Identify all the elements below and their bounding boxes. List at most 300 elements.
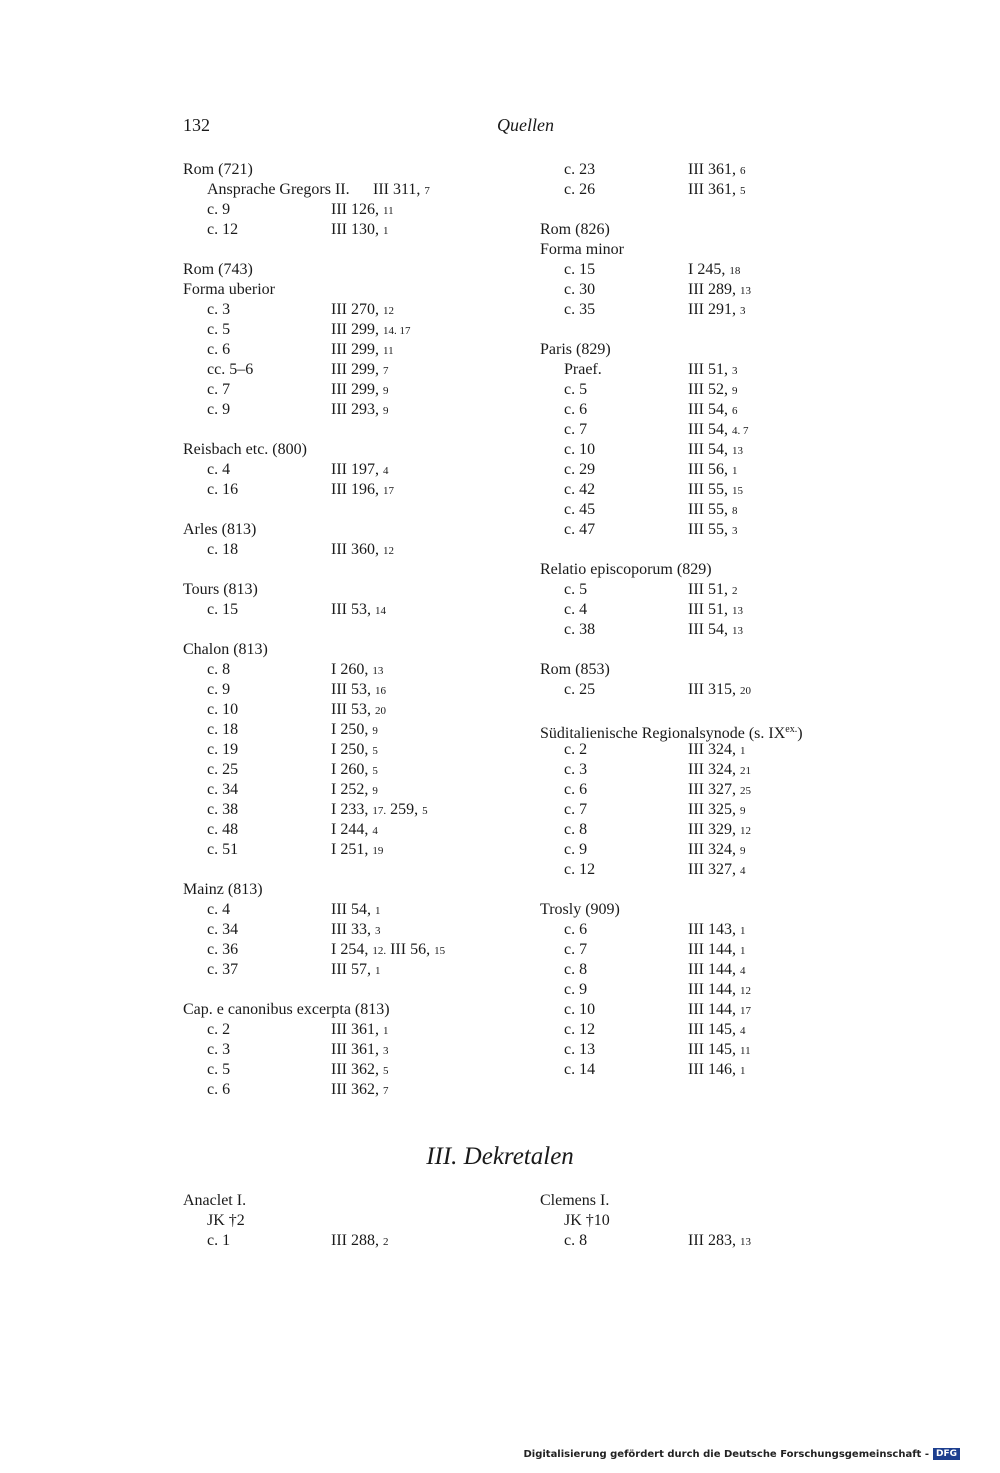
entry-heading xyxy=(183,260,513,280)
reference xyxy=(688,580,737,601)
canon-row xyxy=(183,920,513,940)
reference-volume-page: III 51, xyxy=(688,581,728,598)
reference-line: 15 xyxy=(731,485,743,497)
reference-line: 3 xyxy=(739,305,746,317)
reference-line: 18 xyxy=(729,265,741,277)
reference-line: 13 xyxy=(731,445,743,457)
reference-line: 9 xyxy=(372,725,378,737)
reference-volume-page: III 56, xyxy=(386,941,431,958)
heading-text: Süditalienische Regionalsynode (s. IX xyxy=(540,725,786,742)
reference xyxy=(331,1060,388,1081)
entry-heading xyxy=(183,880,513,900)
reference-line: 5 xyxy=(372,745,378,757)
heading-text: Reisbach etc. (800) xyxy=(183,441,307,458)
entry-gap xyxy=(540,880,870,900)
reference-line: 21 xyxy=(739,765,751,777)
reference-line: 5 xyxy=(739,185,746,197)
canon-row xyxy=(540,620,870,640)
heading-text: JK †2 xyxy=(207,1212,245,1229)
reference-volume-page: III 289, xyxy=(688,281,736,298)
reference-volume-page: III 324, xyxy=(688,761,736,778)
reference xyxy=(331,400,388,421)
canon-number: c. 16 xyxy=(207,481,239,498)
reference-volume-page: III 145, xyxy=(688,1041,736,1058)
reference xyxy=(331,320,410,341)
canon-row xyxy=(183,940,513,960)
canon-number: c. 15 xyxy=(207,601,239,618)
heading-text: Forma minor xyxy=(540,241,624,258)
reference xyxy=(688,860,745,881)
reference-volume-page: I 260, xyxy=(331,761,369,778)
heading-text: Arles (813) xyxy=(183,521,257,538)
canon-number: c. 36 xyxy=(207,941,239,958)
canon-number: c. 4 xyxy=(207,901,231,918)
reference xyxy=(331,1231,388,1252)
canon-row xyxy=(540,1040,870,1060)
reference xyxy=(688,840,745,861)
canon-row xyxy=(540,1231,870,1251)
canon-row xyxy=(183,820,513,840)
reference-line: 1 xyxy=(382,225,389,237)
reference-line: 9 xyxy=(731,385,738,397)
entry-gap xyxy=(540,200,870,220)
canon-row xyxy=(183,840,513,860)
reference-volume-page: III 56, xyxy=(688,461,728,478)
reference xyxy=(331,1040,388,1061)
reference xyxy=(688,400,737,421)
reference-volume-page: I 260, xyxy=(331,661,369,678)
canon-row xyxy=(540,780,870,800)
reference xyxy=(688,420,748,441)
reference-volume-page: III 293, xyxy=(331,401,379,418)
reference-line: 5 xyxy=(372,765,378,777)
reference-line: 1 xyxy=(382,1025,389,1037)
reference xyxy=(331,660,383,681)
reference-volume-page: III 324, xyxy=(688,841,736,858)
reference xyxy=(331,380,388,401)
entry-heading xyxy=(183,440,513,460)
canon-number: c. 34 xyxy=(207,921,239,938)
canon-number: c. 14 xyxy=(564,1061,596,1078)
reference-volume-page: III 315, xyxy=(688,681,736,698)
canon-row xyxy=(540,960,870,980)
canon-row xyxy=(540,1060,870,1080)
reference-line: 2 xyxy=(731,585,738,597)
canon-row xyxy=(540,580,870,600)
heading-text: JK †10 xyxy=(564,1212,610,1229)
canon-row xyxy=(540,760,870,780)
canon-row xyxy=(183,960,513,980)
reference xyxy=(331,840,383,861)
entry-heading xyxy=(540,220,870,240)
reference xyxy=(688,600,743,621)
canon-number: c. 8 xyxy=(564,961,588,978)
reference-line: 4. 7 xyxy=(731,425,749,437)
canon-row xyxy=(183,380,513,400)
canon-row xyxy=(540,300,870,320)
reference-volume-page: III 361, xyxy=(331,1021,379,1038)
canon-row xyxy=(183,720,513,740)
canon-number: c. 4 xyxy=(207,461,231,478)
canon-number: c. 25 xyxy=(207,761,239,778)
canon-number: c. 7 xyxy=(207,381,231,398)
entry-heading xyxy=(540,1191,870,1211)
canon-row xyxy=(540,920,870,940)
reference-volume-page: III 33, xyxy=(331,921,371,938)
reference xyxy=(688,260,740,281)
canon-number: c. 30 xyxy=(564,281,596,298)
canon-number: c. 15 xyxy=(564,261,596,278)
canon-row xyxy=(540,420,870,440)
entry-gap xyxy=(183,240,513,260)
reference-line: 9 xyxy=(739,805,746,817)
canon-row xyxy=(183,360,513,380)
canon-row xyxy=(183,780,513,800)
entry-heading xyxy=(183,280,513,300)
reference-volume-page: III 55, xyxy=(688,521,728,538)
entry-gap xyxy=(540,640,870,660)
heading-text: Rom (743) xyxy=(183,261,253,278)
reference-volume-page: I 250, xyxy=(331,721,369,738)
canon-number: c. 47 xyxy=(564,521,596,538)
canon-row xyxy=(540,160,870,180)
right-column xyxy=(540,160,870,1080)
subheading-text: Ansprache Gregors II. xyxy=(207,181,350,198)
reference-volume-page: III 54, xyxy=(688,401,728,418)
entry-heading xyxy=(183,640,513,660)
canon-number: c. 5 xyxy=(207,321,231,338)
footer-text: Digitalisierung gefördert durch die Deutsche Forschungsgemeinschaft - xyxy=(523,1448,929,1460)
canon-number: c. 25 xyxy=(564,681,596,698)
reference-line: 9 xyxy=(382,405,389,417)
entry-heading xyxy=(183,580,513,600)
reference xyxy=(688,480,743,501)
canon-number: c. 9 xyxy=(207,681,231,698)
entry-gap xyxy=(183,500,513,520)
reference-volume-page: III 144, xyxy=(688,1001,736,1018)
reference-line: 17 xyxy=(382,485,394,497)
entry-gap xyxy=(540,320,870,340)
reference-line: 5 xyxy=(382,1065,389,1077)
reference-line: 12 xyxy=(382,545,394,557)
canon-number: c. 18 xyxy=(207,721,239,738)
canon-number: c. 34 xyxy=(207,781,239,798)
reference-line: 15 xyxy=(434,945,446,957)
canon-number: c. 6 xyxy=(564,921,588,938)
reference-volume-page: III 144, xyxy=(688,961,736,978)
reference-volume-page: III 327, xyxy=(688,781,736,798)
reference-line: 4 xyxy=(739,965,746,977)
reference-volume-page: I 233, xyxy=(331,801,369,818)
decretals-right-column xyxy=(540,1191,870,1251)
reference xyxy=(331,800,428,821)
reference-volume-page: III 130, xyxy=(331,221,379,238)
canon-row xyxy=(183,700,513,720)
heading-text: Tours (813) xyxy=(183,581,258,598)
canon-row xyxy=(540,800,870,820)
reference-volume-page: III 324, xyxy=(688,741,736,758)
reference-line: 1 xyxy=(739,745,746,757)
canon-row xyxy=(540,400,870,420)
reference-volume-page: III 329, xyxy=(688,821,736,838)
reference-volume-page: III 362, xyxy=(331,1081,379,1098)
reference xyxy=(331,780,378,801)
canon-row xyxy=(183,480,513,500)
reference-line: 12. xyxy=(372,945,387,957)
canon-row xyxy=(540,360,870,380)
reference xyxy=(331,1080,388,1101)
reference xyxy=(688,1060,745,1081)
heading-text: Rom (721) xyxy=(183,161,253,178)
canon-row xyxy=(540,1020,870,1040)
reference xyxy=(688,980,751,1001)
reference-volume-page: III 54, xyxy=(688,441,728,458)
reference xyxy=(688,780,751,801)
reference xyxy=(331,960,380,981)
canon-row xyxy=(183,340,513,360)
reference-line: 4 xyxy=(739,865,746,877)
entry-heading xyxy=(540,560,870,580)
canon-number: c. 23 xyxy=(564,161,596,178)
reference xyxy=(331,360,388,381)
canon-row xyxy=(540,1000,870,1020)
entry-gap xyxy=(183,420,513,440)
entry-heading xyxy=(540,720,870,740)
reference-line: 11 xyxy=(739,1045,751,1057)
reference-volume-page: III 360, xyxy=(331,541,379,558)
canon-row xyxy=(540,980,870,1000)
canon-row xyxy=(540,820,870,840)
canon-row xyxy=(183,220,513,240)
heading-superscript: ex. xyxy=(785,724,798,735)
reference-line: 3 xyxy=(731,525,738,537)
canon-number: c. 48 xyxy=(207,821,239,838)
dfg-logo: DFG xyxy=(933,1448,960,1460)
reference-line: 1 xyxy=(374,965,381,977)
reference xyxy=(331,540,394,561)
reference-volume-page: III 299, xyxy=(331,361,379,378)
canon-number: c. 35 xyxy=(564,301,596,318)
reference-volume-page: III 299, xyxy=(331,341,379,358)
reference xyxy=(331,480,394,501)
canon-row xyxy=(183,1040,513,1060)
canon-number: c. 9 xyxy=(564,841,588,858)
reference-line: 7 xyxy=(424,185,430,197)
canon-number: c. 37 xyxy=(207,961,239,978)
canon-number: c. 29 xyxy=(564,461,596,478)
canon-row xyxy=(540,940,870,960)
reference-line: 3 xyxy=(374,925,381,937)
canon-number: c. 9 xyxy=(207,201,231,218)
reference-line: 5 xyxy=(422,805,428,817)
reference xyxy=(688,360,737,381)
entry-heading xyxy=(183,520,513,540)
canon-number: c. 10 xyxy=(564,1001,596,1018)
canon-row xyxy=(540,480,870,500)
reference xyxy=(688,960,745,981)
reference xyxy=(331,900,380,921)
reference xyxy=(688,1040,751,1061)
reference-volume-page: I 254, xyxy=(331,941,369,958)
reference-volume-page: I 244, xyxy=(331,821,369,838)
reference-line: 4 xyxy=(372,825,378,837)
reference xyxy=(688,800,745,821)
entry-gap xyxy=(183,980,513,1000)
reference xyxy=(331,220,388,241)
reference-volume-page: III 283, xyxy=(688,1232,736,1249)
reference xyxy=(688,620,743,641)
canon-number: c. 51 xyxy=(207,841,239,858)
entry-gap xyxy=(540,540,870,560)
reference xyxy=(331,740,378,761)
reference-volume-page: III 325, xyxy=(688,801,736,818)
section-title: III. Dekretalen xyxy=(426,1143,574,1170)
reference-volume-page: III 53, xyxy=(331,601,371,618)
reference-line: 17. xyxy=(372,805,387,817)
reference xyxy=(331,940,445,961)
reference-volume-page: III 145, xyxy=(688,1021,736,1038)
reference xyxy=(688,760,751,781)
canon-number: c. 12 xyxy=(564,861,596,878)
entry-subheading xyxy=(540,1211,870,1231)
reference-line: 1 xyxy=(739,945,746,957)
reference xyxy=(331,820,378,841)
reference xyxy=(688,380,737,401)
reference-volume-page: III 362, xyxy=(331,1061,379,1078)
reference-line: 6 xyxy=(731,405,738,417)
canon-row xyxy=(183,800,513,820)
reference-volume-page: III 288, xyxy=(331,1232,379,1249)
canon-row xyxy=(183,600,513,620)
reference-line: 25 xyxy=(739,785,751,797)
reference-volume-page: III 146, xyxy=(688,1061,736,1078)
entry-gap xyxy=(183,620,513,640)
reference-line: 9 xyxy=(739,845,746,857)
entry-subheading xyxy=(183,1211,513,1231)
reference-line: 12 xyxy=(382,305,394,317)
heading-text: Trosly (909) xyxy=(540,901,620,918)
reference-volume-page: III 55, xyxy=(688,481,728,498)
reference-line: 13 xyxy=(731,605,743,617)
canon-number: c. 10 xyxy=(564,441,596,458)
canon-number: c. 9 xyxy=(564,981,588,998)
reference xyxy=(688,460,737,481)
canon-number: c. 2 xyxy=(564,741,588,758)
reference-line: 12 xyxy=(739,825,751,837)
reference-line: 17 xyxy=(739,1005,751,1017)
reference-line: 9 xyxy=(382,385,389,397)
reference xyxy=(688,920,745,941)
reference-line: 7 xyxy=(382,365,389,377)
reference xyxy=(688,300,745,321)
canon-row xyxy=(183,1060,513,1080)
reference-volume-page: III 55, xyxy=(688,501,728,518)
canon-number: c. 38 xyxy=(564,621,596,638)
reference-volume-page: III 299, xyxy=(331,381,379,398)
reference xyxy=(331,680,386,701)
reference-line: 14 xyxy=(374,605,386,617)
reference-line: 7 xyxy=(382,1085,389,1097)
reference-volume-page: III 52, xyxy=(688,381,728,398)
canon-row xyxy=(183,200,513,220)
heading-text: Anaclet I. xyxy=(183,1192,247,1209)
canon-number: c. 4 xyxy=(564,601,588,618)
canon-row xyxy=(183,760,513,780)
reference xyxy=(688,820,751,841)
reference xyxy=(688,500,737,521)
entry-subheading xyxy=(183,180,513,200)
reference-line: 3 xyxy=(382,1045,389,1057)
canon-number: c. 19 xyxy=(207,741,239,758)
canon-number: c. 42 xyxy=(564,481,596,498)
reference-volume-page: III 327, xyxy=(688,861,736,878)
entry-heading xyxy=(540,660,870,680)
reference-volume-page: III 361, xyxy=(688,161,736,178)
reference-volume-page: I 251, xyxy=(331,841,369,858)
heading-text: Chalon (813) xyxy=(183,641,268,658)
reference-line: 13 xyxy=(372,665,384,677)
entry-heading xyxy=(540,240,870,260)
reference xyxy=(331,1020,388,1041)
canon-row xyxy=(540,380,870,400)
reference xyxy=(688,280,751,301)
reference-volume-page: III 51, xyxy=(688,601,728,618)
reference-volume-page: I 250, xyxy=(331,741,369,758)
canon-number: c. 5 xyxy=(564,381,588,398)
reference xyxy=(688,940,745,961)
canon-number: c. 3 xyxy=(207,1041,231,1058)
canon-row xyxy=(540,280,870,300)
reference-line: 4 xyxy=(739,1025,746,1037)
canon-row xyxy=(183,680,513,700)
reference-line: 20 xyxy=(739,685,751,697)
reference-volume-page: III 270, xyxy=(331,301,379,318)
canon-number: Praef. xyxy=(564,361,602,378)
reference-volume-page: III 57, xyxy=(331,961,371,978)
entry-heading xyxy=(183,1191,513,1211)
reference xyxy=(688,740,745,761)
reference xyxy=(331,920,380,941)
canon-number: c. 8 xyxy=(207,661,231,678)
reference-line: 13 xyxy=(731,625,743,637)
reference-line: 13 xyxy=(739,285,751,297)
reference-volume-page: III 54, xyxy=(688,621,728,638)
canon-row xyxy=(540,260,870,280)
canon-row xyxy=(540,520,870,540)
heading-text: Mainz (813) xyxy=(183,881,263,898)
reference-volume-page: III 54, xyxy=(688,421,728,438)
canon-number: c. 6 xyxy=(564,781,588,798)
entry-gap xyxy=(183,560,513,580)
canon-number: c. 18 xyxy=(207,541,239,558)
canon-number: c. 7 xyxy=(564,941,588,958)
reference xyxy=(688,520,737,541)
canon-row xyxy=(183,1020,513,1040)
reference xyxy=(331,760,378,781)
canon-row xyxy=(183,400,513,420)
canon-row xyxy=(540,600,870,620)
reference xyxy=(331,600,386,621)
reference-line: 1 xyxy=(739,1065,746,1077)
entry-heading xyxy=(540,900,870,920)
footer xyxy=(523,1448,960,1460)
heading-text: Relatio episcoporum (829) xyxy=(540,561,712,578)
reference-volume-page: III 311, xyxy=(373,181,421,198)
reference-line: 11 xyxy=(382,345,394,357)
reference-line: 1 xyxy=(374,905,381,917)
canon-number: c. 1 xyxy=(207,1232,231,1249)
reference-line: 11 xyxy=(382,205,394,217)
